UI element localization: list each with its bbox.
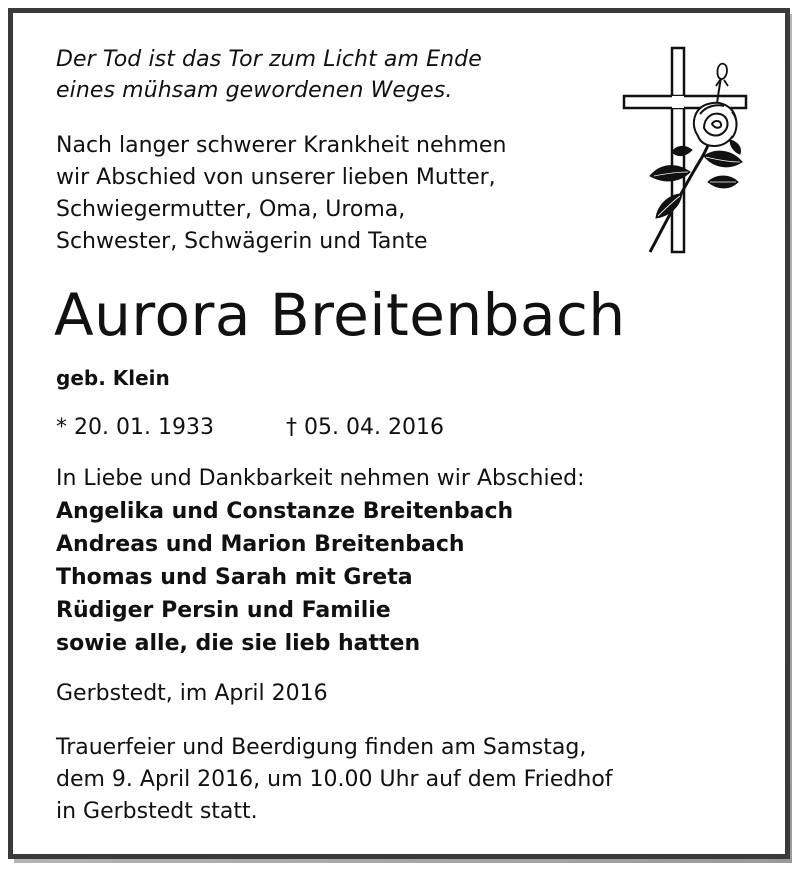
funeral-line: in Gerbstedt statt.	[56, 799, 258, 824]
intro-line: wir Abschied von unserer lieben Mutter,	[56, 165, 496, 190]
mourner-item: sowie alle, die sie lieb hatten	[56, 631, 421, 656]
intro-line: Schwiegermutter, Oma, Uroma,	[56, 197, 406, 222]
intro-line: Schwester, Schwägerin und Tante	[56, 229, 428, 254]
mourner-item: Thomas und Sarah mit Greta	[56, 565, 413, 590]
motto	[56, 44, 482, 106]
motto-line: Der Tod ist das Tor zum Licht am Ende	[56, 47, 482, 72]
funeral-line: Trauerfeier und Beerdigung finden am Samstag,	[56, 735, 587, 760]
life-dates	[56, 412, 444, 444]
death-date: † 05. 04. 2016	[286, 415, 444, 440]
intro-line: Nach langer schwerer Krankheit nehmen	[56, 133, 507, 158]
deceased-name: Aurora Breitenbach	[54, 281, 626, 349]
cross-with-rose-icon	[620, 44, 750, 256]
birth-date: * 20. 01. 1933	[56, 415, 214, 440]
birth-name: geb. Klein	[56, 366, 170, 390]
funeral-line: dem 9. April 2016, um 10.00 Uhr auf dem Friedhof	[56, 767, 613, 792]
mourners-list	[56, 495, 513, 660]
intro-text	[56, 130, 506, 258]
motto-line: eines mühsam gewordenen Weges.	[56, 78, 453, 103]
funeral-notice	[56, 732, 613, 828]
mourner-item: Andreas und Marion Breitenbach	[56, 532, 465, 557]
place-date: Gerbstedt, im April 2016	[56, 681, 328, 706]
farewell-line: In Liebe und Dankbarkeit nehmen wir Abschied:	[56, 466, 585, 491]
mourner-item: Angelika und Constanze Breitenbach	[56, 499, 514, 524]
mourner-item: Rüdiger Persin und Familie	[56, 598, 391, 623]
